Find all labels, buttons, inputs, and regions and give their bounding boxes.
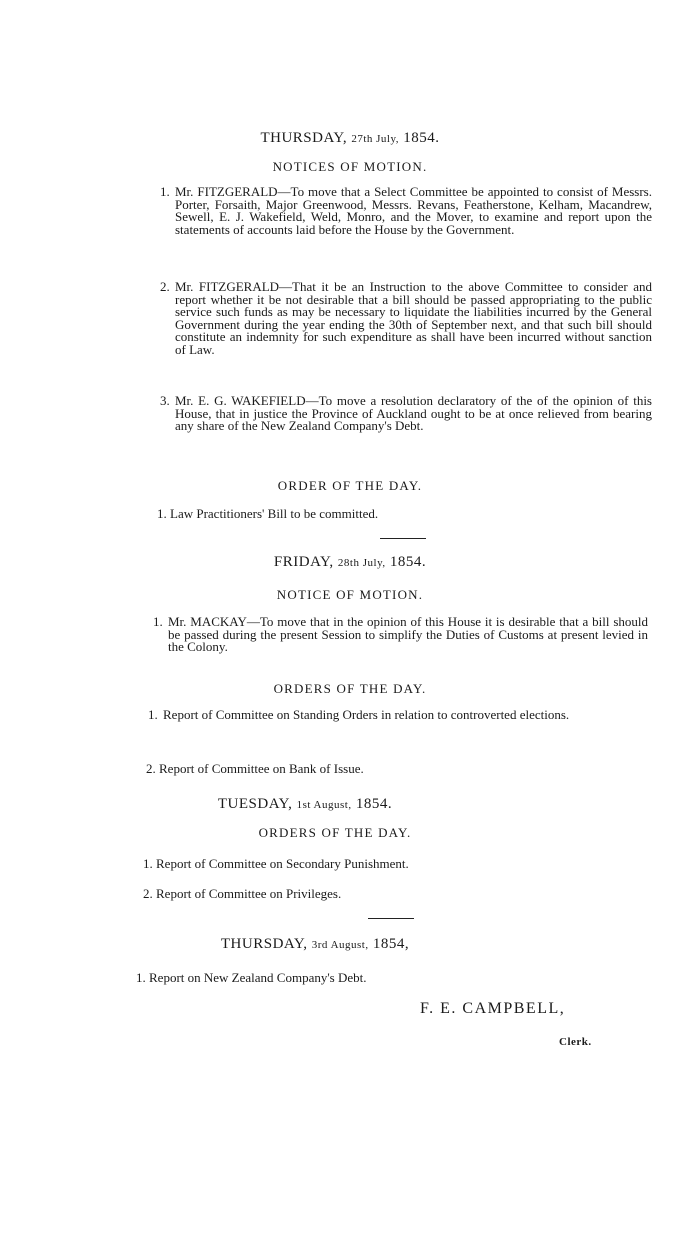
- day1-notices-title: NOTICES OF MOTION.: [272, 159, 428, 174]
- day1-notice-3-number: 3.: [160, 393, 170, 408]
- day4-heading: [0, 936, 665, 953]
- day3-order-1: [143, 856, 409, 872]
- day1-notice-2-number: 2.: [160, 279, 170, 294]
- day3-order-2-number: 2.: [143, 886, 153, 901]
- day2-heading: [0, 554, 700, 571]
- day1-notice-1-text: Mr. FITZGERALD—To move that a Select Committee be appointed to consist of Messrs. Porter, Forsaith, Major Greenwood, Messrs. Revans, Featherstone, Kelham, Macandrew, Sewell, E. J. Wakefield, Weld, Monro, and the Mover, to examine and report upon the statements of accounts laid before the House by the Government.: [175, 184, 652, 237]
- day4-order-1-text: Report on New Zealand Company's Debt.: [149, 970, 367, 985]
- day1-heading-day: THURSDAY,: [260, 130, 348, 146]
- day3-heading-date: 1st August,: [296, 799, 352, 811]
- day2-notice-1-number: 1.: [153, 614, 163, 629]
- section-divider: [380, 538, 426, 539]
- day1-notice-1-number: 1.: [160, 184, 170, 199]
- day1-notice-2-text: Mr. FITZGERALD—That it be an Instruction to the above Committee to consider and report whether it be not desirable that a bill should be passed appropriating to the public service such funds as may be necessary to liquidate the liabilities incurred by the General Government during the year ending the 30th of September next, and that such bill should constitute an indemnity for such expenditure as shall have been incurred without sanction of Law.: [175, 279, 652, 357]
- day2-order-1: [148, 709, 643, 722]
- day1-order-1-text: Law Practitioners' Bill to be committed.: [170, 506, 379, 521]
- day2-orders-title: ORDERS OF THE DAY.: [273, 681, 427, 696]
- day4-heading-date: 3rd August,: [311, 939, 369, 951]
- day2-order-1-text: Report of Committee on Standing Orders in relation to controverted elections.: [163, 707, 570, 722]
- day3-order-2-text: Report of Committee on Privileges.: [156, 886, 342, 901]
- day2-heading-date: 28th July,: [337, 557, 386, 569]
- day1-order-1-number: 1.: [157, 506, 167, 521]
- day1-heading: [0, 130, 700, 147]
- day1-notice-3-text: Mr. E. G. WAKEFIELD—To move a resolution declaratory of the of the opinion of this House, that in justice the Province of Auckland ought to be at once relieved from bearing any share of the New Zealand Company's Debt.: [175, 393, 652, 434]
- day1-order-title: ORDER OF THE DAY.: [277, 478, 423, 493]
- signature-name: F. E. CAMPBELL,: [420, 1000, 566, 1017]
- section-divider: [368, 918, 414, 919]
- day4-order-1-number: 1.: [136, 970, 146, 985]
- day2-notice-1-text: Mr. MACKAY—To move that in the opinion of this House it is desirable that a bill should be passed during the present Session to simplify the Duties of Customs at present levied in the Colony.: [168, 614, 648, 655]
- signature-title: Clerk.: [559, 1036, 592, 1048]
- day1-notice-3: [160, 395, 652, 433]
- day1-heading-year: 1854.: [403, 130, 440, 146]
- day1-notice-2: [160, 281, 652, 357]
- day3-heading-day: TUESDAY,: [217, 796, 293, 812]
- day4-order-1: [136, 970, 367, 986]
- day1-order-1: [157, 506, 378, 522]
- day2-order-2: [146, 761, 364, 777]
- day2-order-2-number: 2.: [146, 761, 156, 776]
- day2-heading-year: 1854.: [389, 554, 427, 570]
- day3-heading-year: 1854.: [355, 796, 393, 812]
- day2-order-2-text: Report of Committee on Bank of Issue.: [159, 761, 364, 776]
- day2-order-1-number: 1.: [148, 707, 158, 722]
- day2-notice-title: NOTICE OF MOTION.: [276, 587, 424, 602]
- day3-orders-title: ORDERS OF THE DAY.: [258, 825, 412, 840]
- day4-heading-day: THURSDAY,: [220, 936, 308, 952]
- day4-heading-year: 1854,: [372, 936, 410, 952]
- day1-notice-1: [160, 186, 652, 236]
- day1-heading-date: 27th July,: [351, 133, 400, 145]
- day3-heading: [0, 796, 655, 813]
- day3-order-2: [143, 886, 341, 902]
- day2-notice-1: [153, 616, 648, 654]
- day3-order-1-number: 1.: [143, 856, 153, 871]
- day3-order-1-text: Report of Committee on Secondary Punishment.: [156, 856, 409, 871]
- day2-heading-day: FRIDAY,: [273, 554, 334, 570]
